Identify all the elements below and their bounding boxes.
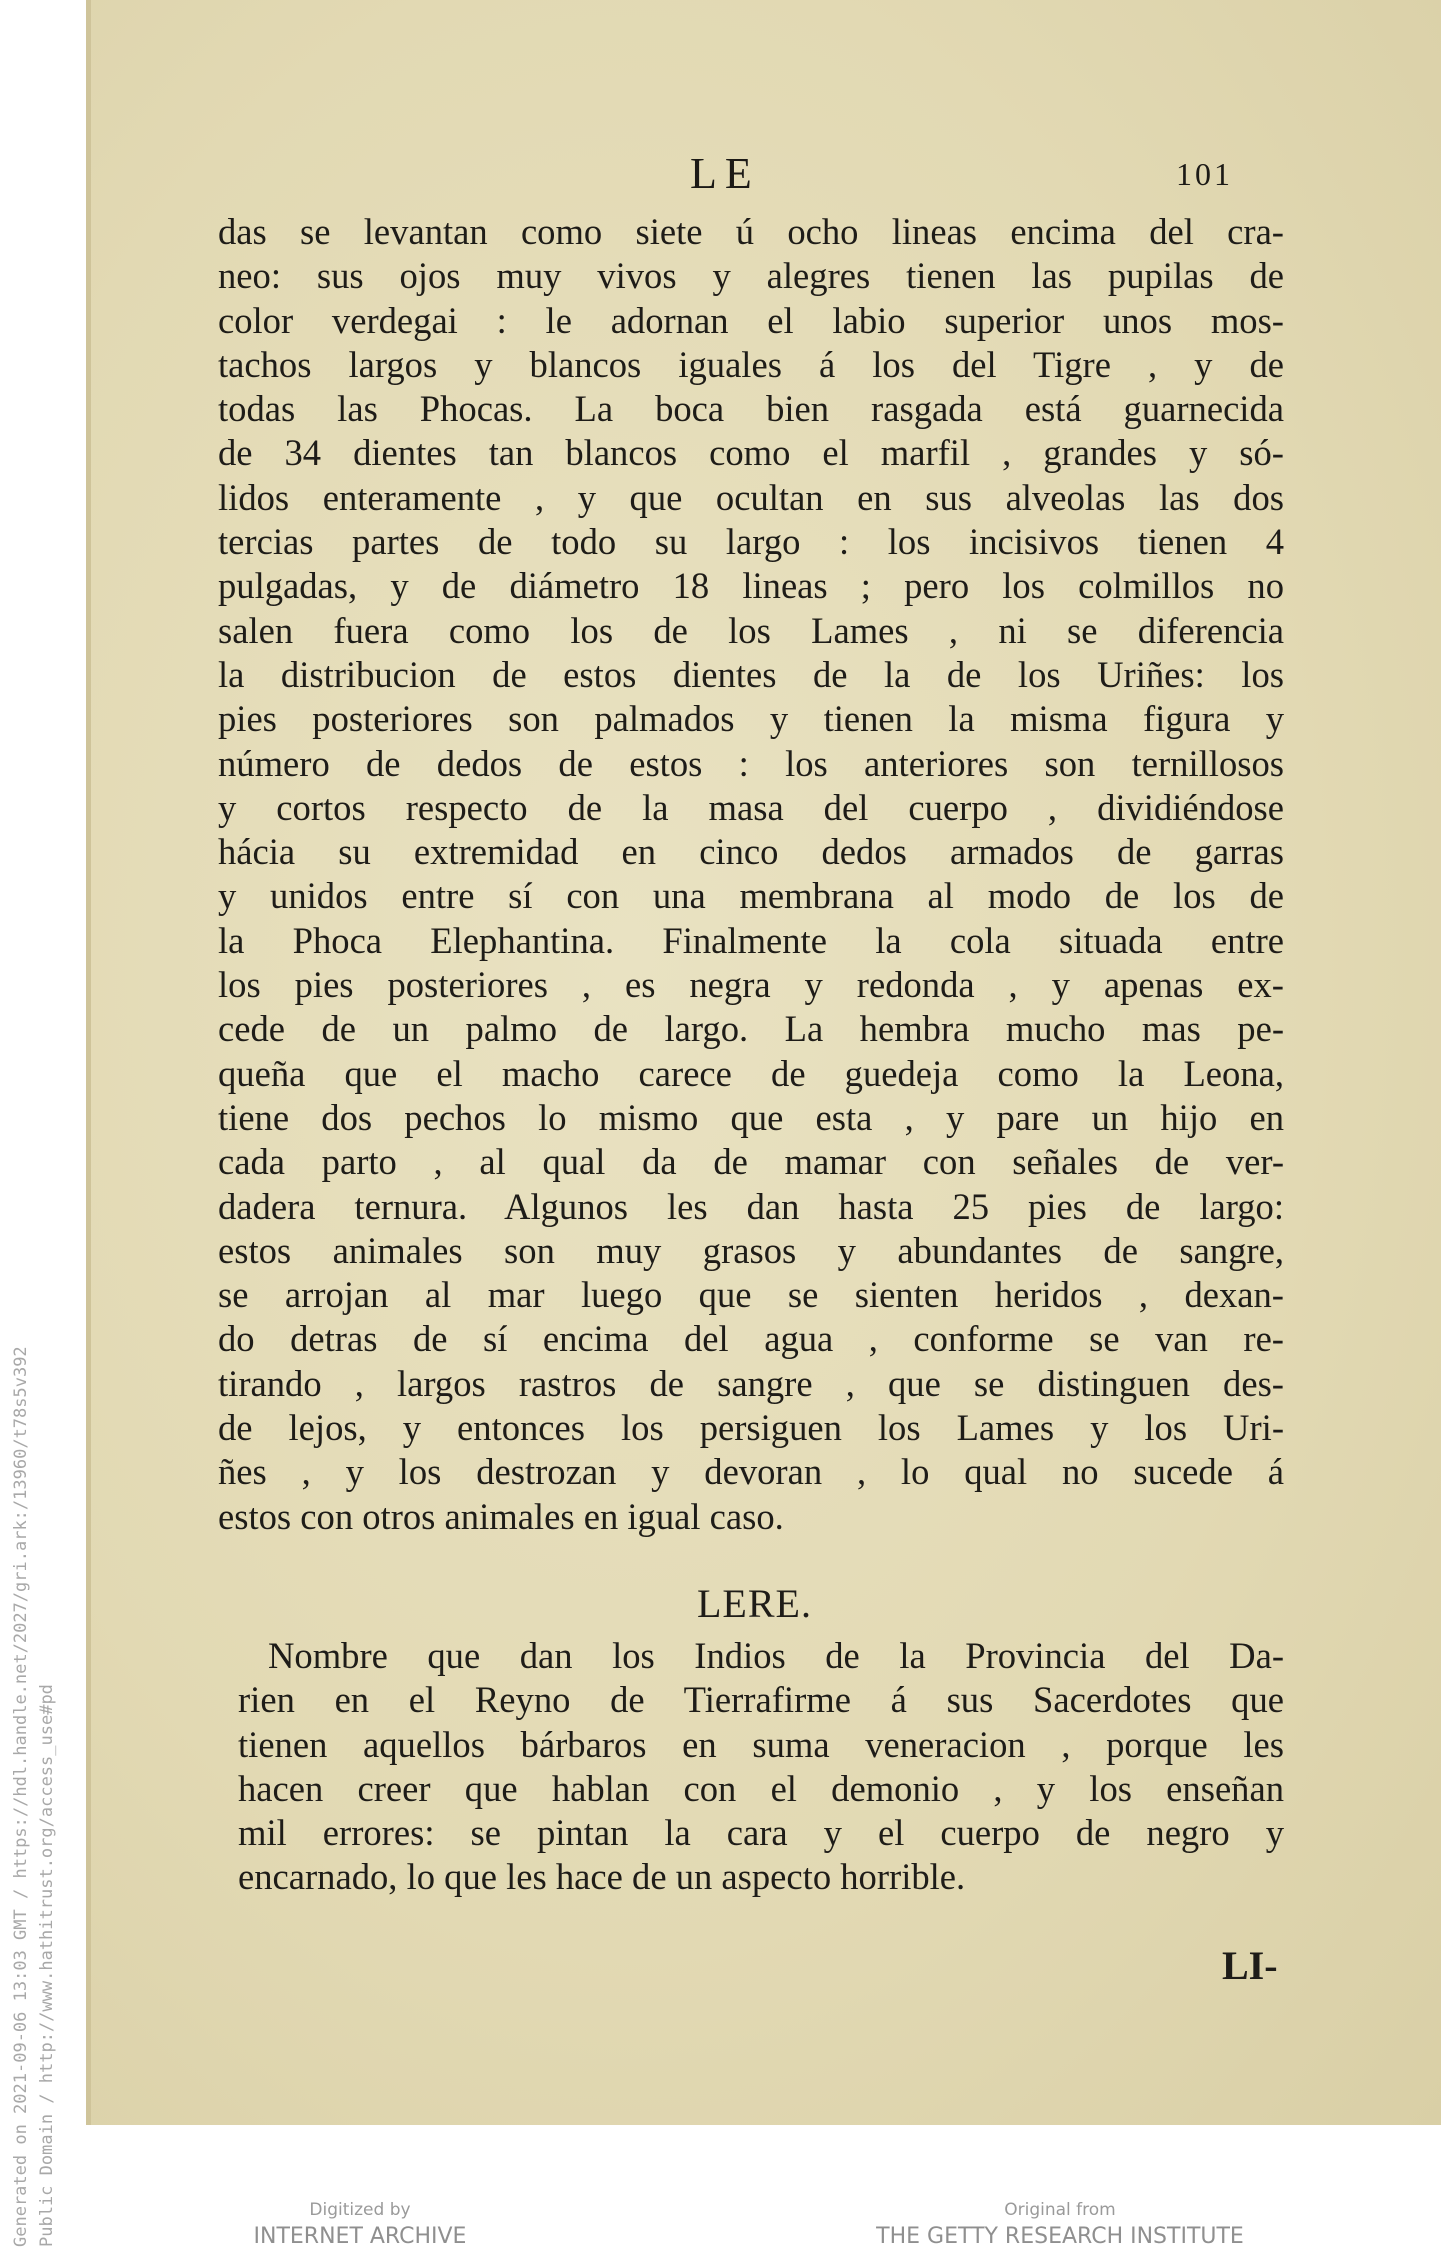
text-line: tirando , largos rastros de sangre , que se distinguen des- — [218, 1362, 1284, 1404]
running-head: LE — [690, 149, 760, 198]
entry-line: mil errores: se pintan la cara y el cuerpo de negro y — [238, 1812, 1284, 1854]
stamp-line-1: Generated on 2021-09-06 13:03 GMT / https://hdl.handle.net/2027/gri.ark:/13960/t78s5v392 — [11, 1346, 31, 2247]
entry-headword: LERE. — [697, 1581, 812, 1626]
digitized-by-credit — [220, 2200, 500, 2249]
text-line: los pies posteriores , es negra y redonda , y apenas ex- — [218, 964, 1284, 1006]
entry-definition — [238, 1634, 1284, 1900]
getty-label: THE GETTY RESEARCH INSTITUTE — [876, 2224, 1244, 2249]
page-edge-shadow — [86, 0, 91, 2125]
generation-stamp — [8, 1097, 68, 2247]
digitized-by-label: Digitized by — [309, 2200, 411, 2220]
text-line: queña que el macho carece de guedeja como la Leona, — [218, 1052, 1284, 1094]
text-line: la distribucion de estos dientes de la de los Uriñes: los — [218, 653, 1284, 695]
entry-line: encarnado, lo que les hace de un aspecto horrible. — [238, 1856, 966, 1898]
stamp-line-2: Public Domain / http://www.hathitrust.org/access_use#pd — [37, 1684, 57, 2247]
internet-archive-label: INTERNET ARCHIVE — [253, 2224, 467, 2249]
text-line: tercias partes de todo su largo : los incisivos tienen 4 — [218, 521, 1284, 563]
text-line: tachos largos y blancos iguales á los del Tigre , y de — [218, 343, 1284, 385]
original-from-label: Original from — [1004, 2200, 1116, 2220]
text-line: de 34 dientes tan blancos como el marfil , grandes y só- — [218, 432, 1284, 474]
entry-line: tienen aquellos bárbaros en suma veneracion , porque les — [238, 1723, 1284, 1765]
body-paragraph — [218, 210, 1284, 1539]
text-line: pies posteriores son palmados y tienen la misma figura y — [218, 698, 1284, 740]
text-line: se arrojan al mar luego que se sienten heridos , dexan- — [218, 1274, 1284, 1316]
catchword: LI- — [1222, 1943, 1278, 1988]
text-line: y cortos respecto de la masa del cuerpo , dividiéndose — [218, 786, 1284, 828]
entry-line: hacen creer que hablan con el demonio , y los enseñan — [238, 1767, 1284, 1809]
text-line: das se levantan como siete ú ocho lineas encima del cra- — [218, 211, 1284, 252]
text-line: ñes , y los destrozan y devoran , lo qual no sucede á — [218, 1451, 1284, 1493]
text-line: neo: sus ojos muy vivos y alegres tienen las pupilas de — [218, 255, 1284, 297]
text-line: estos animales son muy grasos y abundantes de sangre, — [218, 1229, 1284, 1271]
text-line: color verdegai : le adornan el labio superior unos mos- — [218, 299, 1284, 341]
text-line: de lejos, y entonces los persiguen los Lames y los Uri- — [218, 1407, 1284, 1449]
entry-line: rien en el Reyno de Tierrafirme á sus Sacerdotes que — [238, 1679, 1284, 1721]
text-line: pulgadas, y de diámetro 18 lineas ; pero los colmillos no — [218, 565, 1284, 607]
text-line: do detras de sí encima del agua , conforme se van re- — [218, 1318, 1284, 1360]
text-line: todas las Phocas. La boca bien rasgada está guarnecida — [218, 388, 1284, 430]
entry-line: Nombre que dan los Indios de la Provincia del Da- — [268, 1635, 1284, 1676]
page-number: 101 — [1176, 156, 1233, 192]
text-line: salen fuera como los de los Lames , ni se diferencia — [218, 609, 1284, 651]
text-line: dadera ternura. Algunos les dan hasta 25 pies de largo: — [218, 1185, 1284, 1227]
original-from-credit — [870, 2200, 1250, 2249]
text-line: cede de un palmo de largo. La hembra mucho mas pe- — [218, 1008, 1284, 1050]
text-line: y unidos entre sí con una membrana al modo de los de — [218, 875, 1284, 917]
text-line: cada parto , al qual da de mamar con señales de ver- — [218, 1141, 1284, 1183]
text-line: tiene dos pechos lo mismo que esta , y pare un hijo en — [218, 1096, 1284, 1138]
text-line: lidos enteramente , y que ocultan en sus alveolas las dos — [218, 476, 1284, 518]
text-line: número de dedos de estos : los anteriores son ternillosos — [218, 742, 1284, 784]
text-line: estos con otros animales en igual caso. — [218, 1495, 784, 1537]
text-line: la Phoca Elephantina. Finalmente la cola situada entre — [218, 919, 1284, 961]
text-line: hácia su extremidad en cinco dedos armados de garras — [218, 831, 1284, 873]
